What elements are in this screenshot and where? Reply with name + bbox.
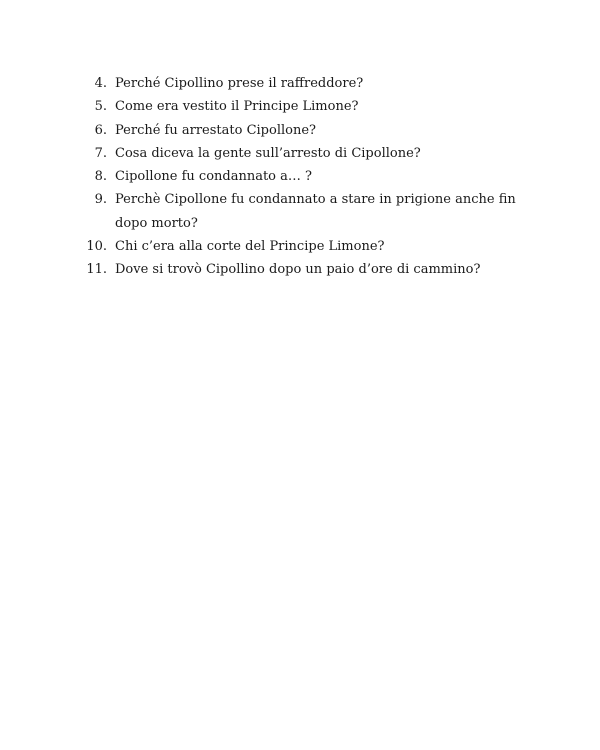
question-number: 9.	[94, 192, 107, 208]
question-number: 11.	[86, 262, 107, 278]
question-text: Cipollone fu condannato a… ?	[115, 169, 312, 185]
question-item	[80, 258, 520, 281]
question-number: 4.	[94, 76, 107, 91]
question-item	[80, 95, 520, 118]
question-item	[80, 119, 520, 142]
question-item	[80, 142, 520, 165]
question-list	[80, 72, 520, 282]
question-text: Perché fu arrestato Cipollone?	[115, 122, 316, 138]
question-number: 10.	[86, 239, 107, 255]
question-item	[80, 72, 520, 95]
question-text: Perchè Cipollone fu condannato a stare in prigione anche fin dopo morto?	[115, 192, 516, 231]
question-number: 8.	[94, 169, 107, 185]
question-item	[80, 165, 520, 188]
question-number: 7.	[94, 145, 107, 161]
question-number: 6.	[94, 122, 107, 138]
question-item	[80, 235, 520, 258]
question-number: 5.	[94, 99, 107, 115]
question-text: Cosa diceva la gente sull’arresto di Cipollone?	[115, 145, 421, 161]
question-text: Chi c’era alla corte del Principe Limone?	[115, 239, 385, 255]
question-item	[80, 188, 520, 235]
question-text: Perché Cipollino prese il raffreddore?	[115, 76, 364, 91]
question-text: Dove si trovò Cipollino dopo un paio d’ore di cammino?	[115, 262, 481, 278]
question-text: Come era vestito il Principe Limone?	[115, 99, 359, 115]
